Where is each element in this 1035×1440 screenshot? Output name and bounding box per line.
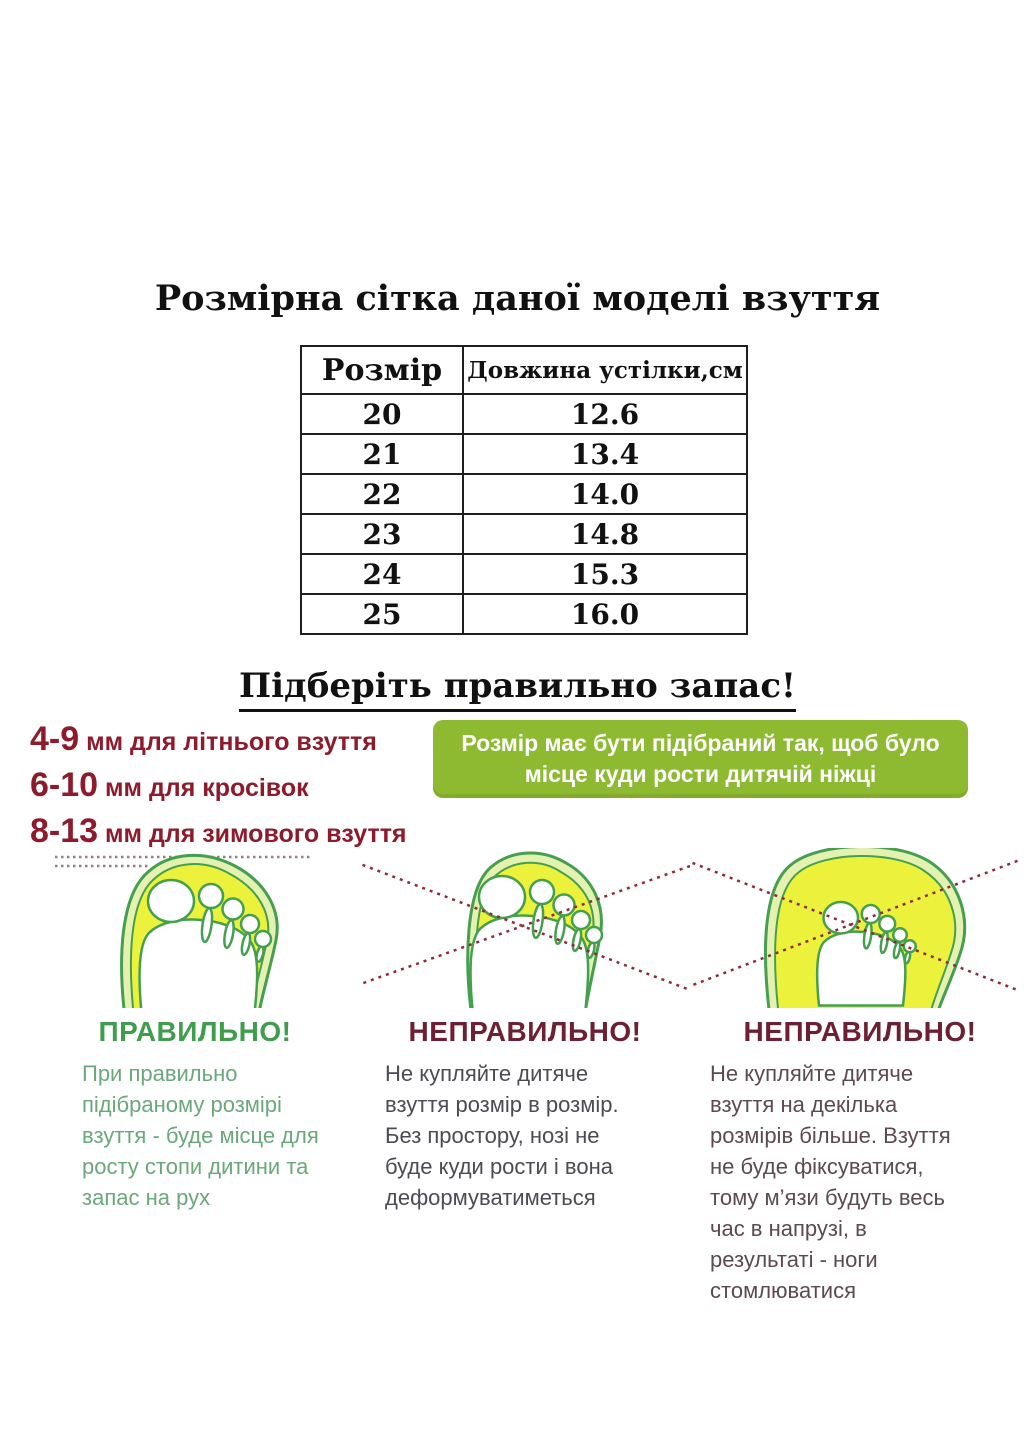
- insole-length-column-header: Довжина устілки,см: [463, 346, 747, 394]
- allowance-range: 8-13: [30, 812, 99, 850]
- column-label: ПРАВИЛЬНО!: [98, 1016, 292, 1047]
- allowance-range: 6-10: [30, 766, 99, 804]
- table-row: [301, 514, 747, 554]
- size-value: 20: [301, 394, 463, 434]
- allowance-item-winter: [30, 812, 407, 851]
- allowance-item-sneakers: [30, 766, 407, 805]
- column-description: При правильно підібраному розмірі взуття - буде місце для росту стопи дитини та запас на рух: [82, 1061, 319, 1210]
- size-value: 22: [301, 474, 463, 514]
- allowance-list: [30, 720, 407, 858]
- column-too-tight: [360, 848, 690, 1213]
- column-correct-fit: [30, 848, 360, 1213]
- foot-diagram-correct: [30, 848, 360, 1008]
- length-value: 16.0: [463, 594, 747, 634]
- length-value: 14.8: [463, 514, 747, 554]
- column-label: НЕПРАВИЛЬНО!: [743, 1016, 977, 1047]
- size-value: 21: [301, 434, 463, 474]
- allowance-label: мм для літнього взуття: [79, 728, 377, 756]
- table-row: [301, 594, 747, 634]
- foot-diagram-too-big: [690, 848, 1020, 1008]
- column-description: Не купляйте дитяче взуття на декілька розмірів більше. Взуття не буде фіксуватися, тому м’язи будуть весь час в напрузі, в результаті - ноги стомлюватися: [710, 1061, 951, 1303]
- size-value: 23: [301, 514, 463, 554]
- foot-diagram-too-tight: [360, 848, 690, 1008]
- fit-heading: Підберіть правильно запас!: [239, 666, 796, 712]
- page-title: Розмірна сітка даної моделі взуття: [154, 278, 881, 319]
- length-value: 13.4: [463, 434, 747, 474]
- length-value: 12.6: [463, 394, 747, 434]
- size-table: [300, 345, 748, 635]
- size-value: 25: [301, 594, 463, 634]
- column-label: НЕПРАВИЛЬНО!: [408, 1016, 642, 1047]
- size-table-header-row: [301, 346, 747, 394]
- table-row: [301, 474, 747, 514]
- allowance-item-summer: [30, 720, 407, 759]
- length-value: 15.3: [463, 554, 747, 594]
- table-row: [301, 394, 747, 434]
- table-row: [301, 434, 747, 474]
- table-row: [301, 554, 747, 594]
- fit-heading-wrap: [0, 666, 1035, 712]
- allowance-range: 4-9: [30, 720, 80, 758]
- allowance-label: мм для кросівок: [98, 774, 309, 802]
- size-column-header: Розмір: [301, 346, 463, 394]
- size-value: 24: [301, 554, 463, 594]
- length-value: 14.0: [463, 474, 747, 514]
- column-too-big: [690, 848, 1030, 1306]
- growth-room-note: Розмір має бути підібраний так, щоб було місце куди рости дитячій ніжці: [433, 720, 968, 798]
- allowance-label: мм для зимового взуття: [98, 820, 407, 848]
- column-description: Не купляйте дитяче взуття розмір в розмір. Без простору, нозі не буде куди рости і вона деформуватиметься: [385, 1061, 619, 1210]
